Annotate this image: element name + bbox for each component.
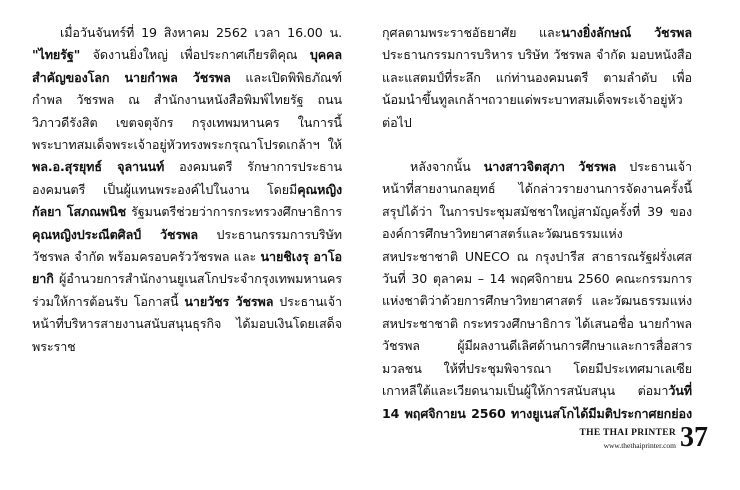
bold-text: คุณหญิงประณีตศิลป์ วัชรพล (32, 226, 198, 242)
article-paragraph (32, 22, 342, 358)
bold-text: พล.อ.สุรยุทธ์ จุลานนท์ (32, 159, 165, 175)
bold-text: นางสาวจิตสุภา วัชรพล (483, 159, 617, 175)
bold-text: นายชิเงรุ อาโอยากิ (32, 249, 342, 287)
website-url: www.thethaiprinter.com (603, 441, 676, 450)
body-text: จัดงานยิ่งใหญ่ เพื่อประกาศเกียรติคุณ (80, 47, 310, 63)
bold-text: วันที่ 14 พฤศจิกายน 2560 ทางยูเนสโกได้มีมติประกาศยกย่อง (382, 383, 692, 421)
bold-text: บุคคลสำคัญของโลก นายกำพล วัชรพล (32, 47, 342, 85)
left-column (32, 22, 342, 444)
page-footer (560, 422, 710, 468)
article-paragraph (382, 156, 692, 422)
bold-text: นางยิ่งลักษณ์ วัชรพล (561, 25, 692, 40)
body-text: องคมนตรี รักษาการประธานองคมนตรี เป็นผู้แทนพระองค์ไปในงาน โดยมี (32, 159, 342, 197)
publication-name: THE THAI PRINTER (579, 428, 676, 438)
body-text: และเปิดพิพิธภัณฑ์ กำพล วัชรพล ณ สำนักงานหนังสือพิมพ์ไทยรัฐ ถนนวิภาวดีรังสิต เขตจตุจักร กรุงเทพมหานคร ในการนี้ พระบาทสมเด็จพระเจ้าอยู่หัวทรงพระกรุณาโปรดเกล้าฯ ให้ (32, 69, 342, 153)
body-text: ประธานเจ้าหน้าที่สายงานกลยุทธ์ ได้กล่าวรายงานการจัดงานครั้งนี้ สรุปได้ว่า ในการประชุมสมัชชาใหญ่สามัญครั้งที่ 39 ขององค์การศึกษาวิทยาศาสตร์และวัฒนธรรมแห่งสหประชาชาติ UNECO ณ กรุงปารีส สาธารณรัฐฝรั่งเศส วันที่ 30 ตุลาคม – 14 พฤศจิกายน 2560 คณะกรรมการแห่งชาติว่าด้วยการศึกษาวิทยาศาสตร์ และวัฒนธรรมแห่งสหประชาชาติ กระทรวงศึกษาธิการ ได้เสนอชื่อ นายกำพล วัชรพล ผู้มีผลงานดีเลิศด้านการศึกษาและการสื่อสารมวลชน ให้ที่ประชุมพิจารณา โดยมีประเทศมาเลเซีย เกาหลีใต้และเวียดนามเป็นผู้ให้การสนับสนุน ต่อมา (382, 159, 692, 399)
body-text: กุศลตามพระราชอัธยาศัย และ (382, 25, 562, 40)
article-paragraph (382, 22, 692, 134)
bold-text: "ไทยรัฐ" (32, 47, 81, 63)
body-text: ประธานกรรมการบริษัท วัชรพล จำกัด พร้อมครอบครัววัชรพล และ (32, 226, 342, 265)
body-text: หลังจากนั้น (410, 159, 484, 175)
body-text: เมื่อวันจันทร์ที่ 19 สิงหาคม 2562 เวลา 16.00 น. (60, 25, 342, 40)
right-column (382, 22, 692, 422)
body-text: ผู้อำนวยการสำนักงานยูเนสโกประจำกรุงเทพมหานคร ร่วมให้การต้อนรับ โอกาสนี้ (32, 271, 342, 309)
body-text: ประธานเจ้าหน้าที่บริหารสายงานสนับสนุนธุรกิจ ได้มอบเงินโดยเสด็จพระราช (32, 293, 342, 354)
bold-text: นายวัชร วัชรพล (184, 293, 274, 309)
body-text: ประธานกรรมการบริหาร บริษัท วัชรพล จำกัด มอบหนังสือและแสตมป์ที่ระลึก แก่ท่านองคมนตรี ตามลำดับ เพื่อน้อมนำขึ้นทูลเกล้าฯถวายแด่พระบาทสมเด็จพระเจ้าอยู่หัว ต่อไป (382, 47, 692, 130)
page-number: 37 (680, 422, 708, 453)
body-text: รัฐมนตรีช่วยว่าการกระทรวงศึกษาธิการ (126, 204, 342, 220)
bold-text: คุณหญิงกัลยา โสภณพนิช (32, 181, 342, 220)
